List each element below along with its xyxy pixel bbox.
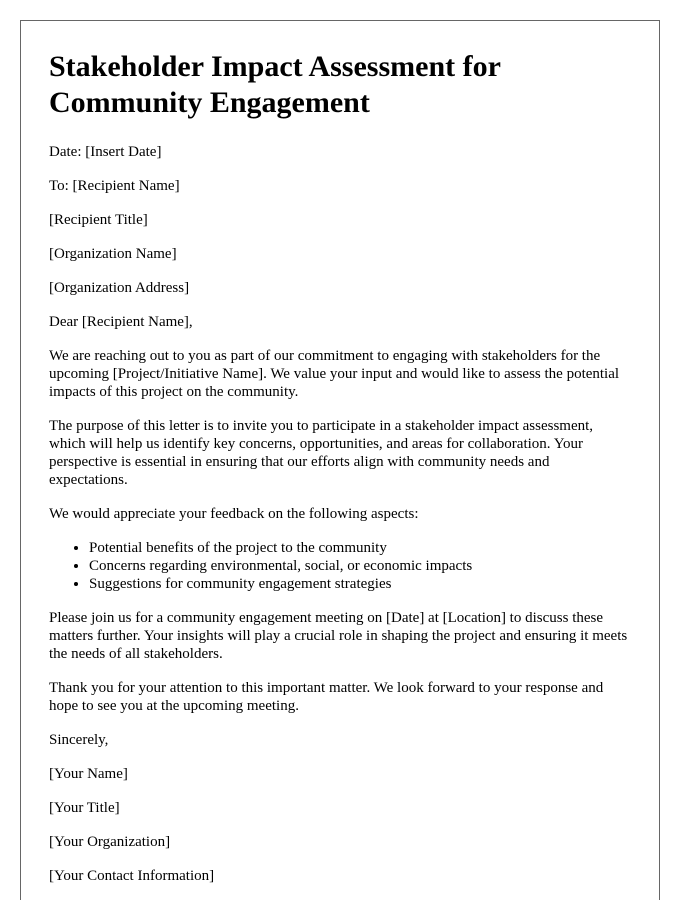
list-item: • Concerns regarding environmental, social, or economic impacts: [89, 557, 631, 575]
aspects-list: [49, 539, 631, 593]
list-item: • Potential benefits of the project to the community: [89, 539, 631, 557]
document-title: Stakeholder Impact Assessment for Community Engagement: [49, 50, 501, 119]
organization-name: [Organization Name]: [49, 246, 177, 262]
recipient-title: [Recipient Title]: [49, 212, 148, 228]
closing: Sincerely,: [49, 732, 109, 748]
purpose-paragraph: The purpose of this letter is to invite you to participate in a stakeholder impact assessment, which will help us identify key concerns, opportunities, and areas for collaboration. Your perspective is essential in ensuring that our efforts align with community needs and expectations.: [49, 418, 594, 488]
thanks-paragraph: Thank you for your attention to this important matter. We look forward to your response and hope to see you at the upcoming meeting.: [49, 680, 604, 714]
sender-title: [Your Title]: [49, 800, 120, 816]
sender-name: [Your Name]: [49, 766, 128, 782]
sender-contact: [Your Contact Information]: [49, 868, 215, 884]
letter-page: [20, 20, 660, 900]
intro-paragraph: We are reaching out to you as part of our commitment to engaging with stakeholders for the upcoming [Project/Initiative Name]. We value your input and would like to assess the potential impacts of this project on the community.: [49, 348, 620, 400]
sender-organization: [Your Organization]: [49, 834, 171, 850]
salutation: Dear [Recipient Name],: [49, 314, 193, 330]
date-line: Date: [Insert Date]: [49, 144, 162, 160]
recipient-name-line: To: [Recipient Name]: [49, 178, 180, 194]
list-item: • Suggestions for community engagement strategies: [89, 575, 631, 593]
meeting-paragraph: Please join us for a community engagement meeting on [Date] at [Location] to discuss these matters further. Your insights will play a crucial role in shaping the project and ensuring it meets the needs of all stakeholders.: [49, 610, 628, 662]
feedback-request-paragraph: We would appreciate your feedback on the following aspects:: [49, 506, 419, 522]
organization-address: [Organization Address]: [49, 280, 190, 296]
